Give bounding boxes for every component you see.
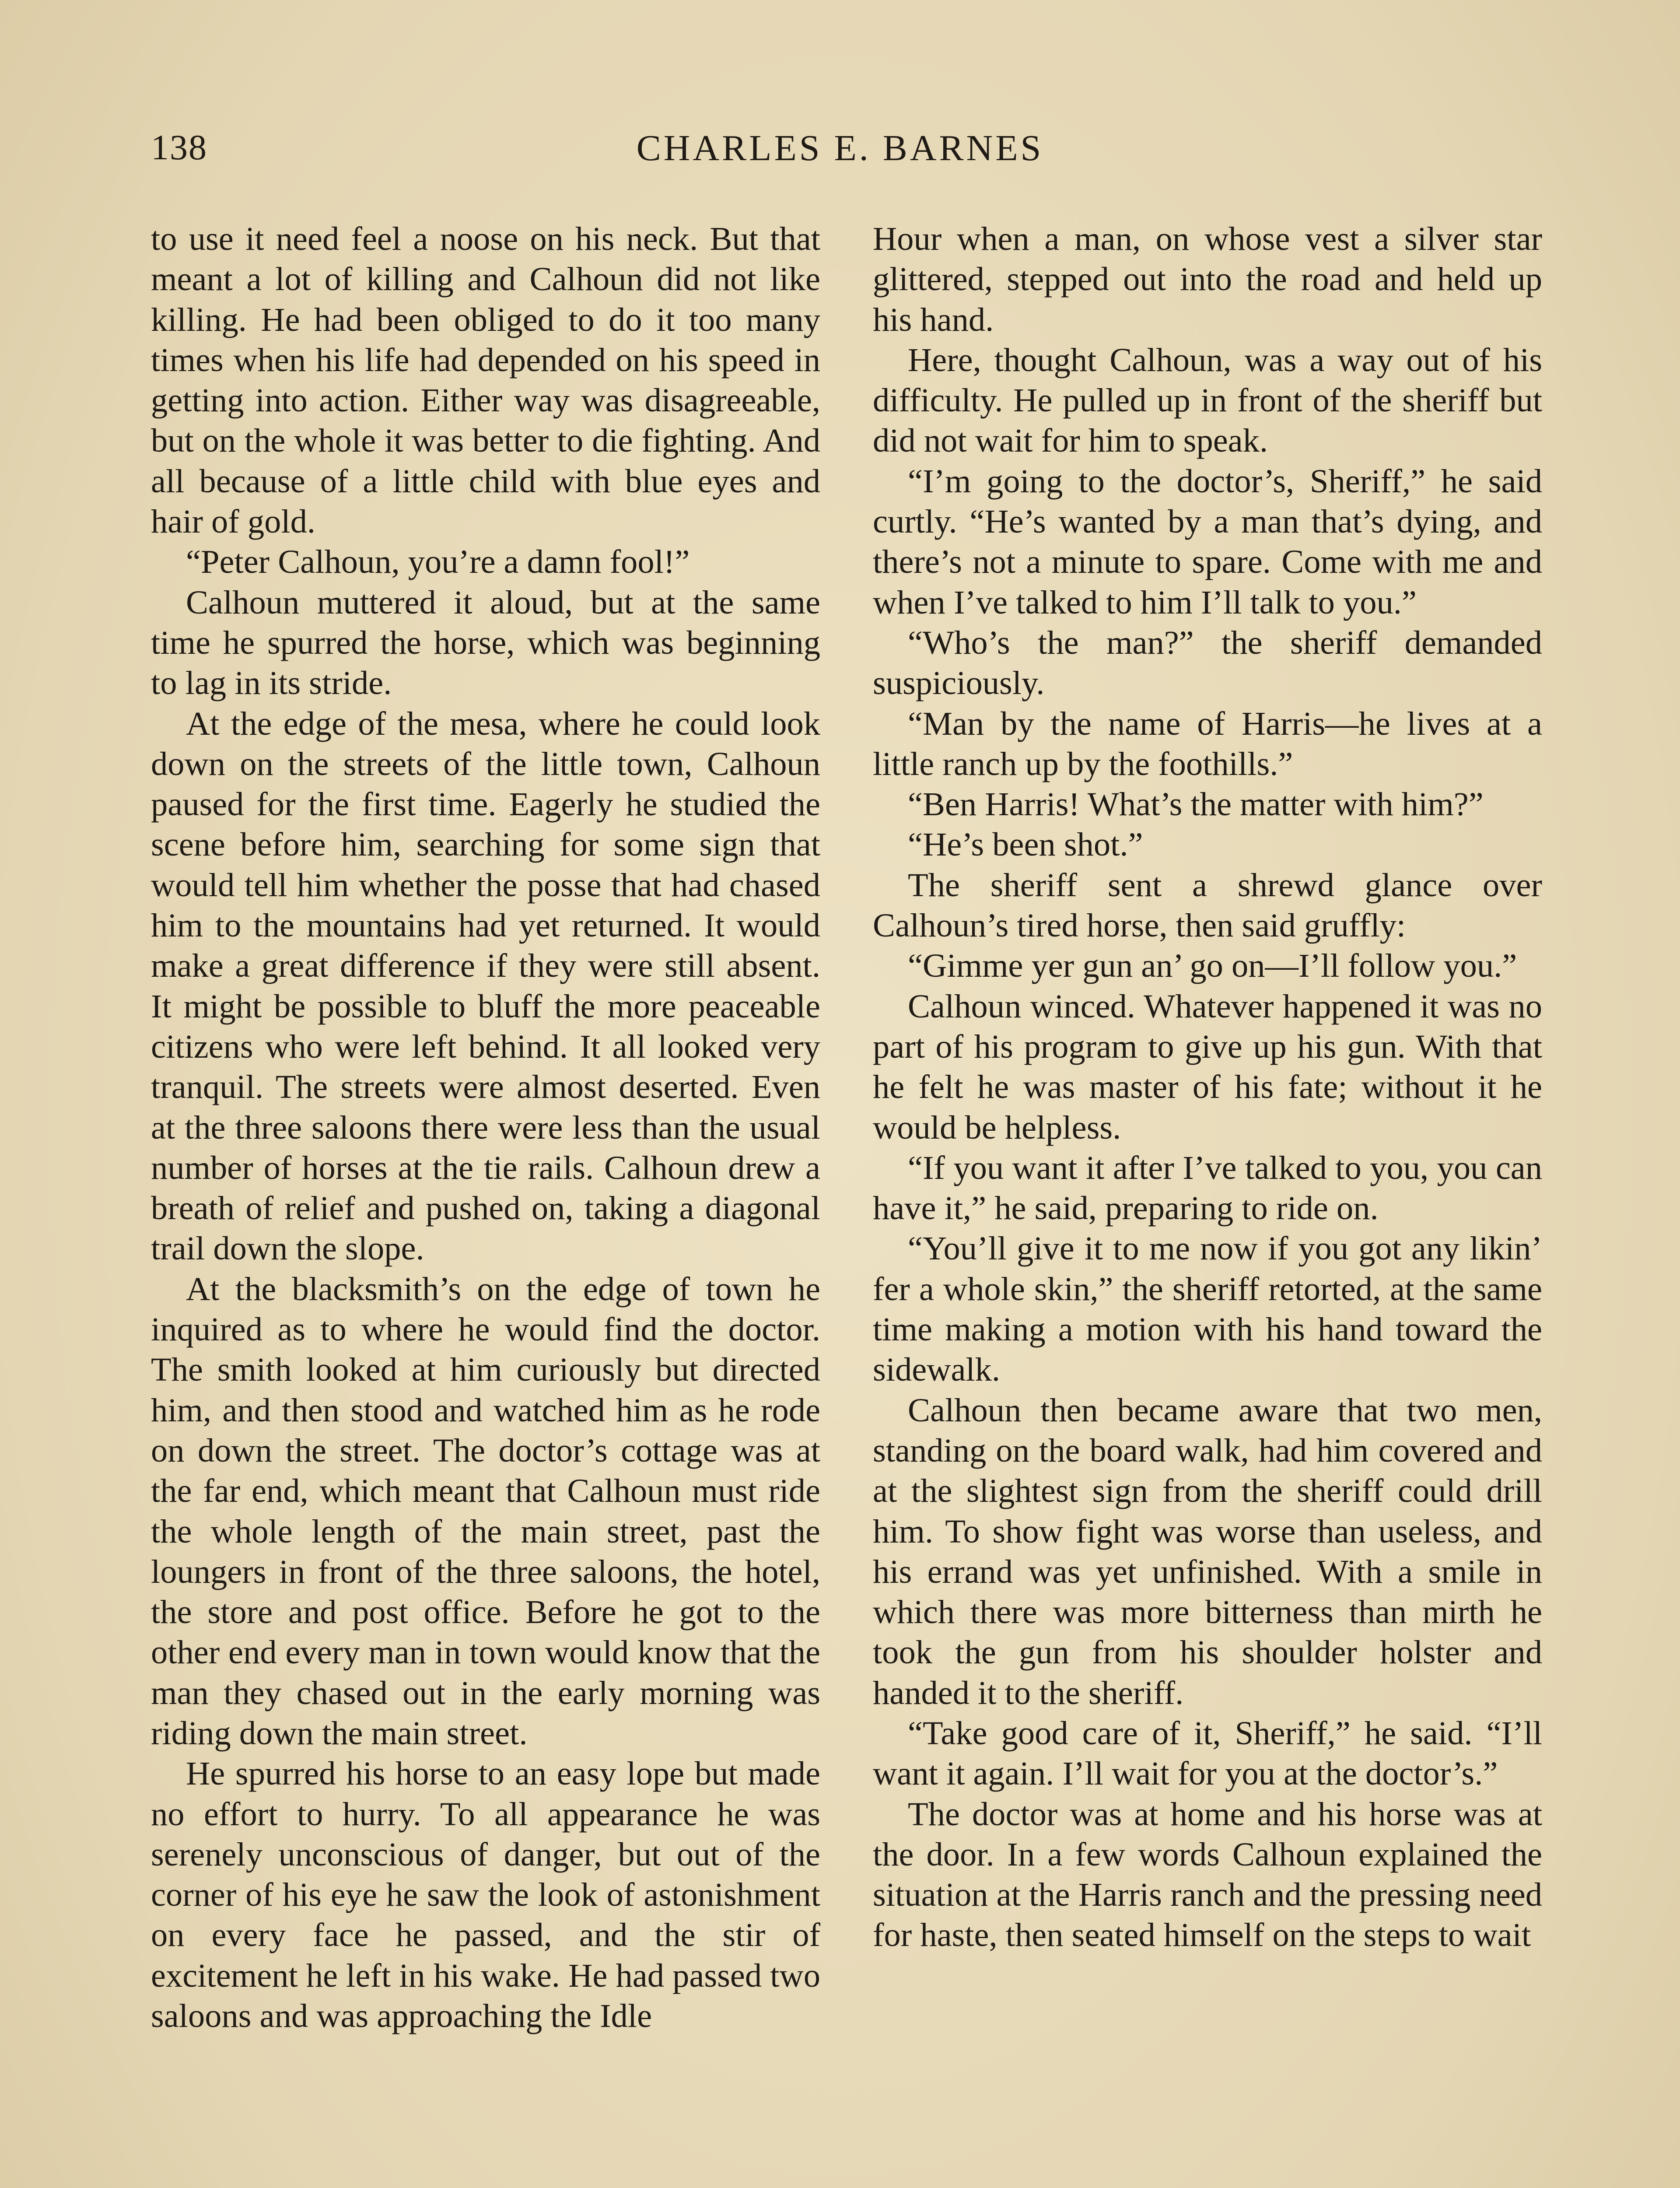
paragraph: “Man by the name of Harris—he lives at a little ranch up by the foothills.” bbox=[873, 705, 1542, 782]
paragraph: “Ben Harris! What’s the matter with him?” bbox=[908, 785, 1484, 823]
left-column bbox=[151, 219, 820, 2036]
paragraph: to use it need feel a noose on his neck. But that meant a lot of killing and Calhoun did not like killing. He had been obliged to do it too many times when his life had depended on his speed in getting into action. Either way was disagreeable, but on the whole it was better to die fighting. And all because of a little child with blue eyes and hair of gold. bbox=[151, 220, 820, 540]
paragraph: “Who’s the man?” the sheriff demanded suspiciously. bbox=[873, 624, 1542, 702]
paragraph: “You’ll give it to me now if you got any likin’ fer a whole skin,” the sheriff retorted, at the same time making a motion with his hand toward the sidewalk. bbox=[873, 1230, 1542, 1389]
paragraph: Calhoun muttered it aloud, but at the same time he spurred the horse, which was beginning to lag in its stride. bbox=[151, 583, 820, 702]
paragraph: At the edge of the mesa, where he could look down on the streets of the little town, Calhoun paused for the first time. Eagerly he studied the scene before him, searching for some sign that would tell him whether the posse that had chased him to the mountains had yet returned. It would make a great difference if they were still absent. It might be possible to bluff the more peaceable citizens who were left behind. It all looked very tranquil. The streets were almost deserted. Even at the three saloons there were less than the usual number of horses at the tie rails. Calhoun drew a breath of relief and pushed on, taking a diagonal trail down the slope. bbox=[151, 705, 820, 1267]
paragraph: “Gimme yer gun an’ go on—I’ll follow you.” bbox=[908, 947, 1517, 985]
paragraph: He spurred his horse to an easy lope but made no effort to hurry. To all appearance he was serenely unconscious of danger, but out of the corner of his eye he saw the look of astonishment on every face he passed, and the stir of excitement he left in his wake. He had passed two saloons and was approaching the Idle bbox=[151, 1755, 820, 2035]
paragraph: “Peter Calhoun, you’re a damn fool!” bbox=[186, 543, 690, 581]
paragraph: Here, thought Calhoun, was a way out of his difficulty. He pulled up in front of the sheriff but did not wait for him to speak. bbox=[873, 341, 1542, 459]
paragraph: The doctor was at home and his horse was at the door. In a few words Calhoun explained the situation at the Harris ranch and the pressing need for haste, then seated himself on the steps to wait bbox=[873, 1795, 1542, 1954]
page-header bbox=[151, 127, 1529, 179]
page-number: 138 bbox=[151, 127, 207, 167]
paragraph: Calhoun then became aware that two men, standing on the board walk, had him covered and at the slightest sign from the sheriff could drill him. To show fight was worse than useless, and his errand was yet unfinished. With a smile in which there was more bitterness than mirth he took the gun from his shoulder holster and handed it to the sheriff. bbox=[873, 1391, 1542, 1711]
paragraph: Calhoun winced. Whatever happened it was no part of his program to give up his gun. With that he felt he was master of his fate; without it he would be helpless. bbox=[873, 987, 1542, 1146]
paragraph: “I’m going to the doctor’s, Sheriff,” he said curtly. “He’s wanted by a man that’s dying, and there’s not a minute to spare. Come with me and when I’ve talked to him I’ll talk to you.” bbox=[873, 462, 1542, 621]
right-column bbox=[873, 219, 1542, 2036]
paragraph: “Take good care of it, Sheriff,” he said. “I’ll want it again. I’ll wait for you at the doctor’s.” bbox=[873, 1714, 1542, 1792]
paragraph: “He’s been shot.” bbox=[908, 826, 1143, 863]
paragraph: At the blacksmith’s on the edge of town he inquired as to where he would find the doctor. The smith looked at him curiously but directed him, and then stood and watched him as he rode on down the street. The doctor’s cottage was at the far end, which meant that Calhoun must ride the whole length of the main street, past the loungers in front of the three saloons, the hotel, the store and post office. Before he got to the other end every man in town would know that the man they chased out in the early morning was riding down the main street. bbox=[151, 1270, 820, 1752]
paragraph: Hour when a man, on whose vest a silver star glittered, stepped out into the road and held up his hand. bbox=[873, 220, 1542, 338]
paragraph: The sheriff sent a shrewd glance over Calhoun’s tired horse, then said gruffly: bbox=[873, 866, 1542, 944]
text-columns bbox=[151, 219, 1542, 2036]
paragraph: “If you want it after I’ve talked to you, you can have it,” he said, preparing to ride on. bbox=[873, 1149, 1542, 1227]
running-head: CHARLES E. BARNES bbox=[636, 128, 1044, 168]
